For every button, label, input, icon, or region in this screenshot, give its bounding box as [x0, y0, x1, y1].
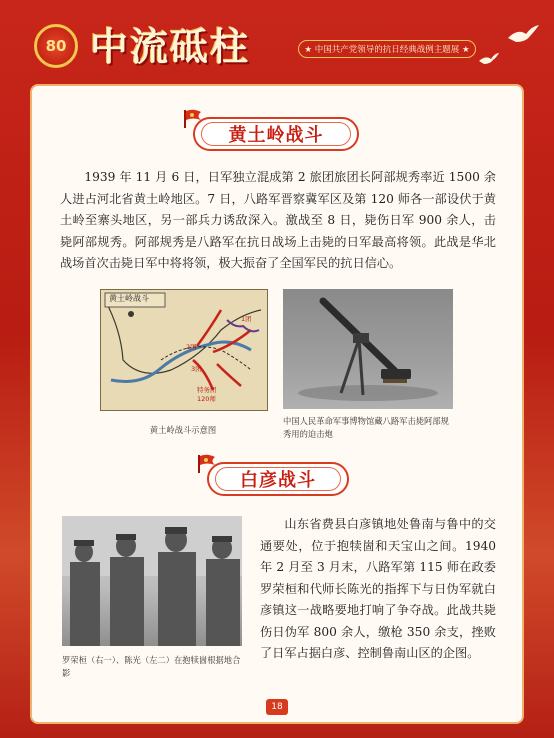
map-label-1: 1团	[241, 315, 252, 323]
series-banner: ★ 中国共产党领导的抗日经典战例主题展 ★	[298, 40, 476, 58]
anniversary-emblem	[34, 24, 78, 68]
group-photo-drawing	[62, 516, 242, 646]
page-number: 18	[266, 699, 288, 715]
mortar-photo	[283, 289, 453, 409]
group-photo-caption: 罗荣桓（右一）、陈光（左二）在抱犊崮根据地合影	[62, 655, 241, 678]
battle-map	[100, 289, 268, 411]
mortar-caption: 中国人民革命军事博物馆藏八路军击毙阿部规秀用的迫击炮	[283, 416, 449, 439]
section-title-text: 黄土岭战斗	[228, 125, 324, 146]
historical-group-photo	[62, 516, 242, 646]
exhibition-title: 中流砥柱	[90, 25, 251, 69]
dove-icon	[478, 52, 500, 66]
section-title-huangtuling	[193, 117, 359, 151]
map-label-3: 3团	[191, 365, 202, 373]
emblem-text: 80	[45, 37, 67, 55]
mortar-drawing	[283, 289, 453, 409]
section-title-baiyan	[207, 462, 349, 496]
header	[0, 0, 554, 80]
dove-icon	[506, 24, 540, 46]
map-label-4: 特务团	[197, 386, 217, 394]
section2-paragraph: 山东省费县白彦镇地处鲁南与鲁中的交通要处，位于抱犊崮和天宝山之间。1940 年 2 月至 3 月末，八路军第 115 师在政委罗荣桓和代师长陈光的指挥下与日伪军就白彦镇这一战略要地打响了争夺战。此战共毙伤日伪军 800 余人，缴枪 350 余支，挫败了日军占据白彦、控制鲁南山区的企图。	[260, 517, 496, 660]
section1-paragraph: 1939 年 11 月 6 日，日军独立混成第 2 旅团旅团长阿部规秀率近 1500 余人进占河北省黄土岭地区。7 日，八路军晋察冀军区及第 120 师各一部设伏于黄土岭至寨头地区，另一部兵力诱敌深入。激战至 8 日，毙伤日军 900 余人，击毙阿部规秀。阿部规秀是八路军在抗日战场上击毙的日军最高将领。此战是华北战场首次击毙日军中将将领，极大振奋了全国军民的抗日信心。	[60, 170, 496, 270]
map-label-5: 120师	[197, 395, 216, 403]
map-title: 黄土岭战斗	[109, 294, 149, 303]
section-title-text: 白彦战斗	[240, 470, 316, 491]
party-flag-icon	[196, 453, 218, 475]
party-flag-icon	[182, 108, 204, 130]
battle-map-drawing	[101, 290, 267, 410]
map-caption: 黄土岭战斗示意图	[149, 425, 217, 435]
map-label-2: 2团	[186, 343, 197, 351]
